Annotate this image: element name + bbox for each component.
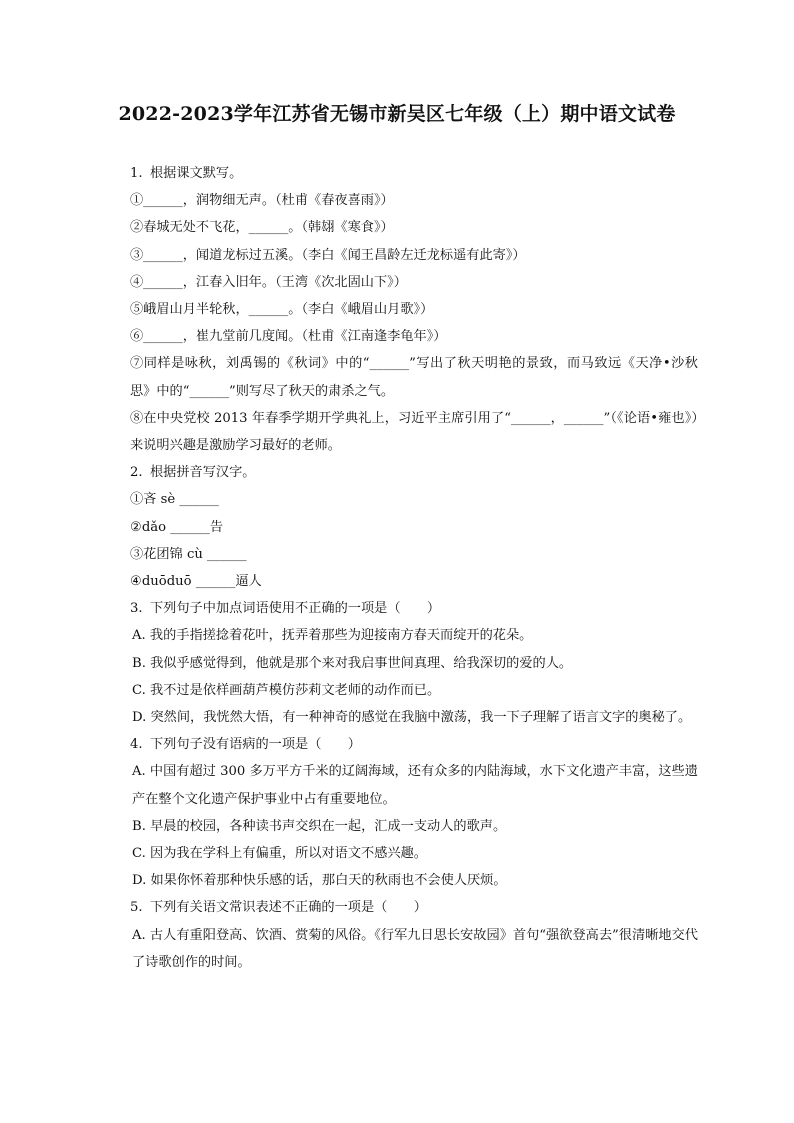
q1-item: ③______，闻道龙标过五溪。（李白《闻王昌龄左迁龙标遥有此寄》） [130,247,526,263]
question-3-stem: 3. 下列句子中加点词语使用不正确的一项是（ ） [130,601,441,617]
q4-option: C. 因为我在学科上有偏重，所以对语文不感兴趣。 [132,846,427,862]
q1-item: ⑤峨眉山月半轮秋，______。（李白《峨眉山月歌》） [130,302,434,318]
q1-item: ②春城无处不飞花，______。（韩翃《寒食》） [130,220,394,236]
q1-item: ⑦同样是咏秋，刘禹锡的《秋词》中的“______”写出了秋天明艳的景致，而马致远《天净•沙秋思》中的“______”则写尽了秋天的肃杀之气。 [130,356,698,399]
q5-option: A. 古人有重阳登高、饮酒、赏菊的风俗。《行军九日思长安故园》首句“强欲登高去”很清晰地交代了诗歌创作的时间。 [132,927,698,970]
q3-option: D. 突然间，我恍然大悟，有一种神奇的感觉在我脑中激荡，我一下子理解了语言文字的奥秘了。 [132,710,692,726]
q1-item: ①______，润物细无声。（杜甫《春夜喜雨》） [130,193,394,209]
q2-item: ④duōduō ______逼人 [130,574,262,590]
question-5-stem: 5. 下列有关语文常识表述不正确的一项是（ ） [130,900,427,916]
q2-item: ②dǎo ______告 [130,519,224,535]
q3-option: C. 我不过是依样画葫芦模仿莎莉文老师的动作而已。 [132,682,441,698]
q3-option: A. 我的手指搓捻着花叶，抚弄着那些为迎接南方春天而绽开的花朵。 [132,628,533,644]
q2-item: ①吝 sè ______ [130,492,219,508]
q4-option: D. 如果你怀着那种快乐感的话，那白天的秋雨也不会使人厌烦。 [132,873,507,889]
q3-option: B. 我似乎感觉得到，他就是那个来对我启事世间真理、给我深切的爱的人。 [132,655,573,671]
q1-item: ④______，江春入旧年。（王湾《次北固山下》） [130,274,407,290]
question-4-stem: 4. 下列句子没有语病的一项是（ ） [130,737,361,753]
q4-option: B. 早晨的校园，各种读书声交织在一起，汇成一支动人的歌声。 [132,818,507,834]
question-1-stem: 1. 根据课文默写。 [130,166,243,181]
exam-title: 2022-2023学年江苏省无锡市新吴区七年级（上）期中语文试卷 [118,103,676,125]
exam-body [130,160,698,976]
q2-item: ③花团锦 cù ______ [130,546,247,562]
q1-item: ⑥______，崔九堂前几度闻。（杜甫《江南逢李龟年》） [130,329,447,345]
q1-item: ⑧在中央党校 2013 年春季学期开学典礼上，习近平主席引用了“______，______”（《论语•雍也》）来说明兴趣是激励学习最好的老师。 [130,410,698,454]
question-2-stem: 2. 根据拼音写汉字。 [130,465,256,481]
q4-option: A. 中国有超过 300 多万平方千米的辽阔海域，还有众多的内陆海域，水下文化遗产丰富，这些遗产在整个文化遗产保护事业中占有重要地位。 [132,764,698,807]
